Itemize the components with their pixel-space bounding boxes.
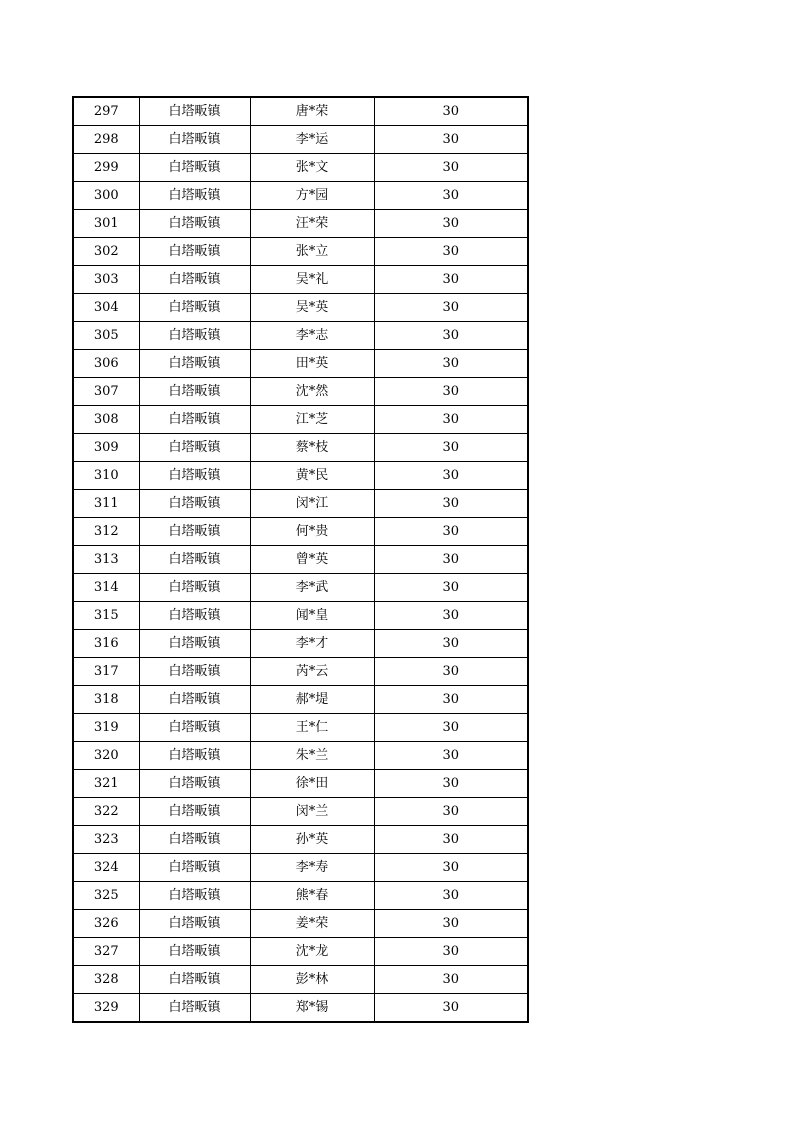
table-row bbox=[73, 798, 528, 826]
town-cell: 白塔畈镇 bbox=[139, 182, 250, 210]
town-cell: 白塔畈镇 bbox=[139, 266, 250, 294]
town-cell: 白塔畈镇 bbox=[139, 602, 250, 630]
row-number-cell: 318 bbox=[73, 686, 139, 714]
amount-cell: 30 bbox=[374, 630, 528, 658]
name-cell: 沈*龙 bbox=[250, 938, 374, 966]
amount-cell: 30 bbox=[374, 378, 528, 406]
roster-table-body bbox=[73, 97, 528, 1022]
table-row bbox=[73, 238, 528, 266]
table-row bbox=[73, 574, 528, 602]
row-number-cell: 319 bbox=[73, 714, 139, 742]
row-number-cell: 297 bbox=[73, 97, 139, 126]
row-number-cell: 327 bbox=[73, 938, 139, 966]
amount-cell: 30 bbox=[374, 854, 528, 882]
row-number-cell: 313 bbox=[73, 546, 139, 574]
table-row bbox=[73, 686, 528, 714]
name-cell: 吴*英 bbox=[250, 294, 374, 322]
row-number-cell: 314 bbox=[73, 574, 139, 602]
town-cell: 白塔畈镇 bbox=[139, 406, 250, 434]
name-cell: 王*仁 bbox=[250, 714, 374, 742]
row-number-cell: 320 bbox=[73, 742, 139, 770]
row-number-cell: 299 bbox=[73, 154, 139, 182]
amount-cell: 30 bbox=[374, 434, 528, 462]
town-cell: 白塔畈镇 bbox=[139, 490, 250, 518]
town-cell: 白塔畈镇 bbox=[139, 826, 250, 854]
name-cell: 曾*英 bbox=[250, 546, 374, 574]
town-cell: 白塔畈镇 bbox=[139, 97, 250, 126]
amount-cell: 30 bbox=[374, 798, 528, 826]
name-cell: 彭*林 bbox=[250, 966, 374, 994]
table-row bbox=[73, 97, 528, 126]
amount-cell: 30 bbox=[374, 518, 528, 546]
row-number-cell: 309 bbox=[73, 434, 139, 462]
amount-cell: 30 bbox=[374, 462, 528, 490]
name-cell: 李*才 bbox=[250, 630, 374, 658]
name-cell: 何*贵 bbox=[250, 518, 374, 546]
town-cell: 白塔畈镇 bbox=[139, 854, 250, 882]
amount-cell: 30 bbox=[374, 182, 528, 210]
row-number-cell: 300 bbox=[73, 182, 139, 210]
name-cell: 熊*春 bbox=[250, 882, 374, 910]
row-number-cell: 329 bbox=[73, 994, 139, 1023]
table-row bbox=[73, 210, 528, 238]
amount-cell: 30 bbox=[374, 490, 528, 518]
table-row bbox=[73, 882, 528, 910]
table-row bbox=[73, 518, 528, 546]
amount-cell: 30 bbox=[374, 658, 528, 686]
row-number-cell: 302 bbox=[73, 238, 139, 266]
town-cell: 白塔畈镇 bbox=[139, 546, 250, 574]
name-cell: 朱*兰 bbox=[250, 742, 374, 770]
name-cell: 李*武 bbox=[250, 574, 374, 602]
town-cell: 白塔畈镇 bbox=[139, 322, 250, 350]
amount-cell: 30 bbox=[374, 546, 528, 574]
name-cell: 汪*荣 bbox=[250, 210, 374, 238]
table-row bbox=[73, 854, 528, 882]
table-row bbox=[73, 462, 528, 490]
table-row bbox=[73, 826, 528, 854]
name-cell: 黄*民 bbox=[250, 462, 374, 490]
town-cell: 白塔畈镇 bbox=[139, 434, 250, 462]
row-number-cell: 312 bbox=[73, 518, 139, 546]
amount-cell: 30 bbox=[374, 882, 528, 910]
row-number-cell: 326 bbox=[73, 910, 139, 938]
name-cell: 田*英 bbox=[250, 350, 374, 378]
row-number-cell: 323 bbox=[73, 826, 139, 854]
row-number-cell: 324 bbox=[73, 854, 139, 882]
amount-cell: 30 bbox=[374, 966, 528, 994]
name-cell: 张*文 bbox=[250, 154, 374, 182]
amount-cell: 30 bbox=[374, 714, 528, 742]
row-number-cell: 307 bbox=[73, 378, 139, 406]
name-cell: 孙*英 bbox=[250, 826, 374, 854]
town-cell: 白塔畈镇 bbox=[139, 714, 250, 742]
roster-table bbox=[72, 96, 529, 1023]
town-cell: 白塔畈镇 bbox=[139, 238, 250, 266]
table-row bbox=[73, 322, 528, 350]
town-cell: 白塔畈镇 bbox=[139, 574, 250, 602]
town-cell: 白塔畈镇 bbox=[139, 686, 250, 714]
name-cell: 郝*堤 bbox=[250, 686, 374, 714]
amount-cell: 30 bbox=[374, 826, 528, 854]
table-row bbox=[73, 126, 528, 154]
table-row bbox=[73, 966, 528, 994]
name-cell: 姜*荣 bbox=[250, 910, 374, 938]
table-row bbox=[73, 350, 528, 378]
row-number-cell: 301 bbox=[73, 210, 139, 238]
row-number-cell: 317 bbox=[73, 658, 139, 686]
table-row bbox=[73, 154, 528, 182]
name-cell: 闵*兰 bbox=[250, 798, 374, 826]
row-number-cell: 305 bbox=[73, 322, 139, 350]
row-number-cell: 303 bbox=[73, 266, 139, 294]
town-cell: 白塔畈镇 bbox=[139, 630, 250, 658]
row-number-cell: 322 bbox=[73, 798, 139, 826]
table-row bbox=[73, 742, 528, 770]
town-cell: 白塔畈镇 bbox=[139, 938, 250, 966]
table-row bbox=[73, 266, 528, 294]
amount-cell: 30 bbox=[374, 938, 528, 966]
amount-cell: 30 bbox=[374, 686, 528, 714]
town-cell: 白塔畈镇 bbox=[139, 350, 250, 378]
amount-cell: 30 bbox=[374, 910, 528, 938]
town-cell: 白塔畈镇 bbox=[139, 518, 250, 546]
table-row bbox=[73, 294, 528, 322]
name-cell: 蔡*枝 bbox=[250, 434, 374, 462]
row-number-cell: 315 bbox=[73, 602, 139, 630]
amount-cell: 30 bbox=[374, 322, 528, 350]
name-cell: 闻*皇 bbox=[250, 602, 374, 630]
table-row bbox=[73, 938, 528, 966]
name-cell: 闵*江 bbox=[250, 490, 374, 518]
row-number-cell: 311 bbox=[73, 490, 139, 518]
town-cell: 白塔畈镇 bbox=[139, 462, 250, 490]
name-cell: 李*志 bbox=[250, 322, 374, 350]
name-cell: 江*芝 bbox=[250, 406, 374, 434]
row-number-cell: 298 bbox=[73, 126, 139, 154]
table-row bbox=[73, 910, 528, 938]
town-cell: 白塔畈镇 bbox=[139, 294, 250, 322]
town-cell: 白塔畈镇 bbox=[139, 882, 250, 910]
table-row bbox=[73, 994, 528, 1023]
table-row bbox=[73, 182, 528, 210]
row-number-cell: 310 bbox=[73, 462, 139, 490]
table-row bbox=[73, 378, 528, 406]
table-row bbox=[73, 770, 528, 798]
table-row bbox=[73, 630, 528, 658]
table-row bbox=[73, 602, 528, 630]
amount-cell: 30 bbox=[374, 294, 528, 322]
name-cell: 张*立 bbox=[250, 238, 374, 266]
name-cell: 方*园 bbox=[250, 182, 374, 210]
name-cell: 李*运 bbox=[250, 126, 374, 154]
town-cell: 白塔畈镇 bbox=[139, 378, 250, 406]
amount-cell: 30 bbox=[374, 406, 528, 434]
amount-cell: 30 bbox=[374, 994, 528, 1023]
table-row bbox=[73, 434, 528, 462]
amount-cell: 30 bbox=[374, 266, 528, 294]
row-number-cell: 304 bbox=[73, 294, 139, 322]
row-number-cell: 308 bbox=[73, 406, 139, 434]
table-row bbox=[73, 658, 528, 686]
town-cell: 白塔畈镇 bbox=[139, 910, 250, 938]
amount-cell: 30 bbox=[374, 126, 528, 154]
town-cell: 白塔畈镇 bbox=[139, 966, 250, 994]
amount-cell: 30 bbox=[374, 238, 528, 266]
town-cell: 白塔畈镇 bbox=[139, 210, 250, 238]
amount-cell: 30 bbox=[374, 350, 528, 378]
name-cell: 沈*然 bbox=[250, 378, 374, 406]
amount-cell: 30 bbox=[374, 602, 528, 630]
town-cell: 白塔畈镇 bbox=[139, 798, 250, 826]
amount-cell: 30 bbox=[374, 770, 528, 798]
town-cell: 白塔畈镇 bbox=[139, 126, 250, 154]
table-row bbox=[73, 714, 528, 742]
town-cell: 白塔畈镇 bbox=[139, 994, 250, 1023]
table-row bbox=[73, 490, 528, 518]
town-cell: 白塔畈镇 bbox=[139, 658, 250, 686]
amount-cell: 30 bbox=[374, 742, 528, 770]
row-number-cell: 321 bbox=[73, 770, 139, 798]
name-cell: 郑*锡 bbox=[250, 994, 374, 1023]
amount-cell: 30 bbox=[374, 210, 528, 238]
name-cell: 吴*礼 bbox=[250, 266, 374, 294]
amount-cell: 30 bbox=[374, 574, 528, 602]
row-number-cell: 325 bbox=[73, 882, 139, 910]
town-cell: 白塔畈镇 bbox=[139, 742, 250, 770]
town-cell: 白塔畈镇 bbox=[139, 154, 250, 182]
town-cell: 白塔畈镇 bbox=[139, 770, 250, 798]
name-cell: 李*寿 bbox=[250, 854, 374, 882]
table-row bbox=[73, 406, 528, 434]
name-cell: 徐*田 bbox=[250, 770, 374, 798]
amount-cell: 30 bbox=[374, 154, 528, 182]
row-number-cell: 316 bbox=[73, 630, 139, 658]
name-cell: 唐*荣 bbox=[250, 97, 374, 126]
row-number-cell: 306 bbox=[73, 350, 139, 378]
table-row bbox=[73, 546, 528, 574]
row-number-cell: 328 bbox=[73, 966, 139, 994]
name-cell: 芮*云 bbox=[250, 658, 374, 686]
amount-cell: 30 bbox=[374, 97, 528, 126]
